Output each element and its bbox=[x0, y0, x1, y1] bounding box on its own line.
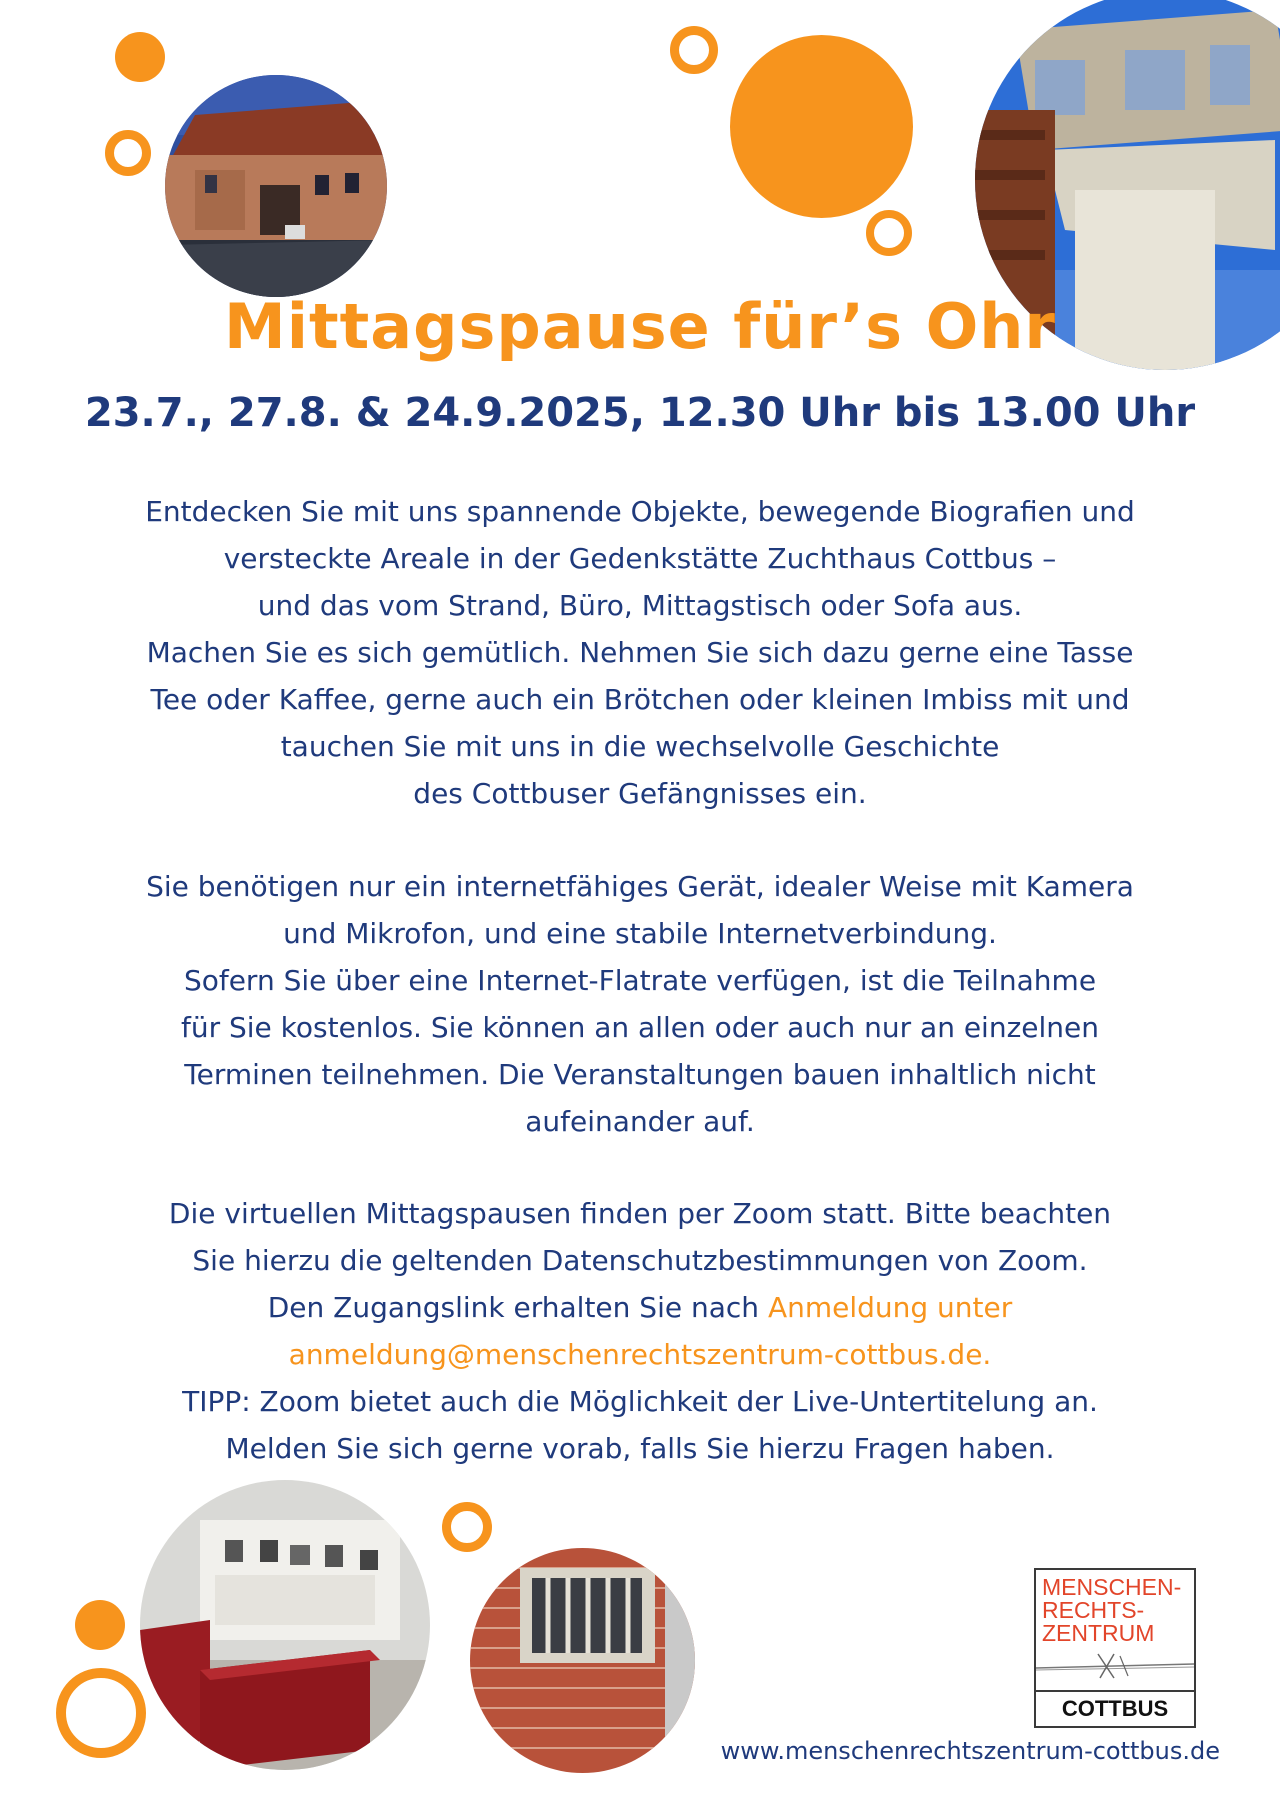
website-link[interactable]: www.menschenrechtszentrum-cottbus.de bbox=[720, 1737, 1220, 1765]
deco-ring-bottom-left bbox=[56, 1668, 146, 1758]
paragraph-intro bbox=[120, 488, 1160, 817]
text-line: versteckte Areale in der Gedenkstätte Zuchthaus Cottbus – bbox=[223, 542, 1057, 575]
text-line: aufeinander auf. bbox=[525, 1105, 755, 1138]
text-line: und Mikrofon, und eine stabile Internetverbindung. bbox=[283, 917, 997, 950]
text-line: tauchen Sie mit uns in die wechselvolle Geschichte bbox=[280, 730, 1000, 763]
paragraph-zoom-info bbox=[120, 1190, 1160, 1472]
paragraph-requirements bbox=[120, 863, 1160, 1145]
text-line: Machen Sie es sich gemütlich. Nehmen Sie sich dazu gerne eine Tasse bbox=[146, 636, 1134, 669]
text-line: Die virtuellen Mittagspausen finden per Zoom statt. Bitte beachten bbox=[168, 1197, 1112, 1230]
deco-circle-top-left bbox=[115, 32, 165, 82]
registration-highlight: Anmeldung unter bbox=[767, 1291, 1013, 1324]
photo-barred-window bbox=[470, 1548, 695, 1773]
text-line: TIPP: Zoom bietet auch die Möglichkeit der Live-Untertitelung an. bbox=[182, 1385, 1098, 1418]
logo-text bbox=[1042, 1576, 1181, 1645]
deco-ring-top-center-small bbox=[866, 210, 912, 256]
deco-circle-top-center-large bbox=[730, 35, 913, 218]
text-line: Melden Sie sich gerne vorab, falls Sie hierzu Fragen haben. bbox=[225, 1432, 1055, 1465]
photo-prison-building bbox=[165, 75, 387, 297]
text-line: Tee oder Kaffee, gerne auch ein Brötchen oder kleinen Imbiss mit und bbox=[150, 683, 1130, 716]
deco-ring-top-left bbox=[105, 130, 151, 176]
barbed-wire-icon bbox=[1036, 1648, 1194, 1682]
text-line: für Sie kostenlos. Sie können an allen oder auch nur an einzelnen bbox=[180, 1011, 1100, 1044]
registration-email-link[interactable]: anmeldung@menschenrechtszentrum-cottbus.de. bbox=[288, 1338, 992, 1371]
logo-line: MENSCHEN- bbox=[1042, 1574, 1182, 1600]
text-line: Sie benötigen nur ein internetfähiges Gerät, idealer Weise mit Kamera bbox=[146, 870, 1134, 903]
logo-city: COTTBUS bbox=[1036, 1690, 1194, 1726]
text-line: Sofern Sie über eine Internet-Flatrate verfügen, ist die Teilnahme bbox=[183, 964, 1097, 997]
deco-circle-bottom-left bbox=[75, 1600, 125, 1650]
text-line bbox=[120, 1284, 1160, 1331]
logo-menschenrechtszentrum bbox=[1034, 1568, 1196, 1728]
text-line: und das vom Strand, Büro, Mittagstisch oder Sofa aus. bbox=[257, 589, 1023, 622]
event-dates: 23.7., 27.8. & 24.9.2025, 12.30 Uhr bis 13.00 Uhr bbox=[84, 390, 1196, 436]
text-segment: Den Zugangslink erhalten Sie nach bbox=[267, 1291, 768, 1324]
text-line: Entdecken Sie mit uns spannende Objekte, bewegende Biografien und bbox=[145, 495, 1135, 528]
logo-line: RECHTS- bbox=[1042, 1597, 1145, 1623]
deco-ring-bottom-center bbox=[442, 1502, 492, 1552]
page-title: Mittagspause für’s Ohr bbox=[224, 290, 1056, 363]
deco-ring-top-center bbox=[670, 26, 718, 74]
photo-exhibition bbox=[140, 1480, 430, 1770]
text-line: des Cottbuser Gefängnisses ein. bbox=[413, 777, 867, 810]
text-line: Terminen teilnehmen. Die Veranstaltungen bauen inhaltlich nicht bbox=[184, 1058, 1096, 1091]
text-line: Sie hierzu die geltenden Datenschutzbestimmungen von Zoom. bbox=[192, 1244, 1088, 1277]
logo-line: ZENTRUM bbox=[1042, 1620, 1155, 1646]
